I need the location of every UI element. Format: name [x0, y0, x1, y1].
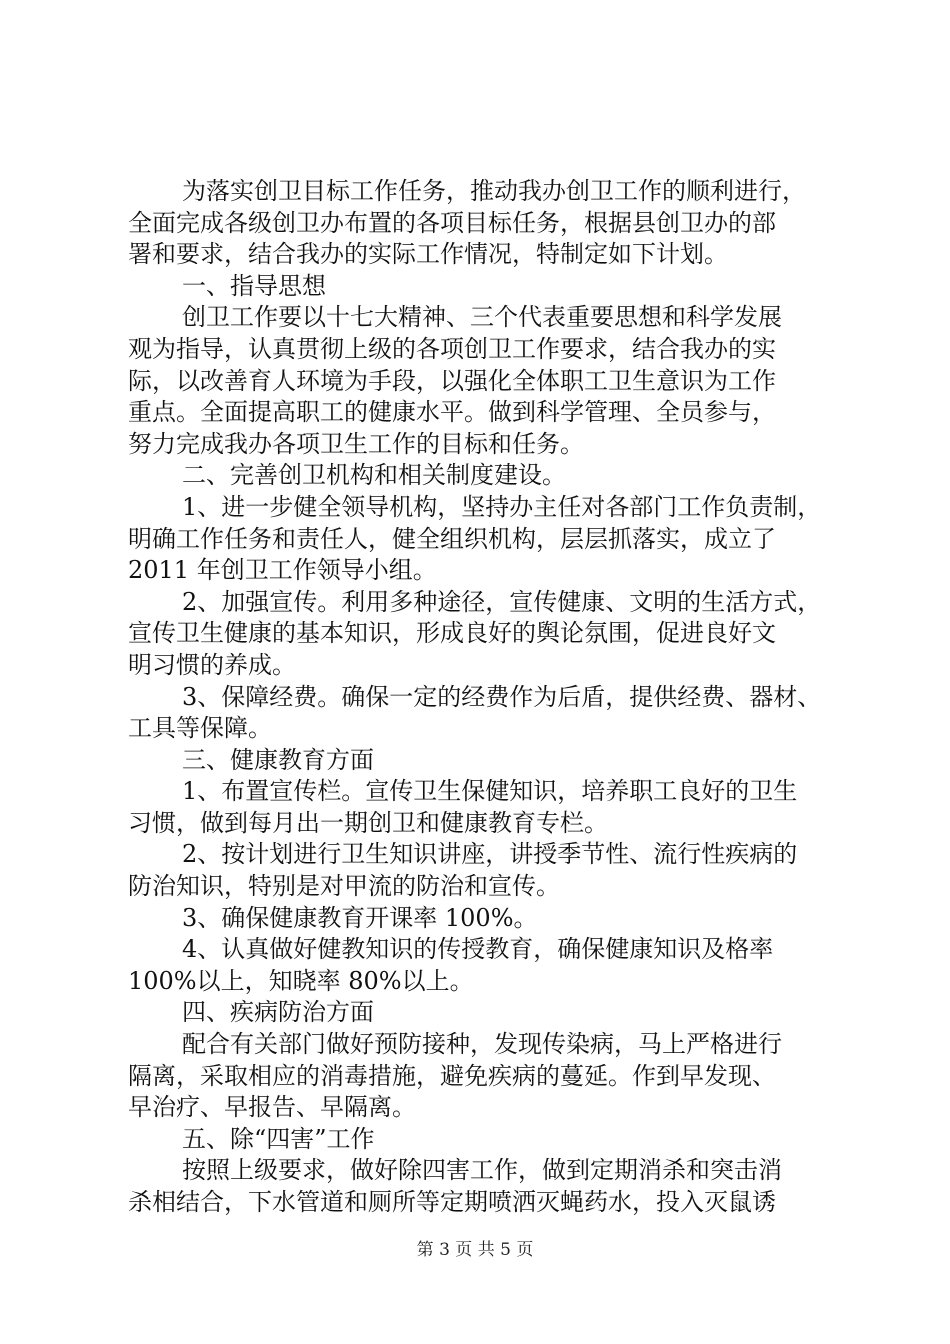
- text-line: 4、认真做好健教知识的传授教育，确保健康知识及格率: [182, 935, 774, 964]
- section-heading: 二、完善创卫机构和相关制度建设。: [182, 461, 566, 490]
- text-line: 早治疗、早报告、早隔离。: [128, 1093, 416, 1122]
- text-line: 防治知识，特别是对甲流的防治和宣传。: [128, 872, 560, 901]
- section-heading: 一、指导思想: [182, 271, 326, 300]
- text-line: 全面完成各级创卫办布置的各项目标任务，根据县创卫办的部: [128, 208, 776, 237]
- text-line: 2011 年创卫工作领导小组。: [128, 556, 437, 585]
- text-line: 明确工作任务和责任人，健全组织机构，层层抓落实，成立了: [128, 524, 776, 553]
- text-line: 2、按计划进行卫生知识讲座，讲授季节性、流行性疾病的: [182, 840, 798, 869]
- text-line: 习惯，做到每月出一期创卫和健康教育专栏。: [128, 808, 608, 837]
- text-line: 1、布置宣传栏。宣传卫生保健知识，培养职工良好的卫生: [182, 777, 798, 806]
- text-line: 创卫工作要以十七大精神、三个代表重要思想和科学发展: [182, 303, 782, 332]
- section-heading: 四、疾病防治方面: [182, 998, 374, 1027]
- text-line: 努力完成我办各项卫生工作的目标和任务。: [128, 429, 584, 458]
- text-line: 为落实创卫目标工作任务，推动我办创卫工作的顺利进行，: [182, 177, 806, 205]
- text-line: 署和要求，结合我办的实际工作情况，特制定如下计划。: [128, 240, 728, 269]
- text-line: 2、加强宣传。利用多种途径，宣传健康、文明的生活方式，: [182, 587, 822, 616]
- section-heading: 五、除“四害”工作: [182, 1124, 375, 1153]
- text-line: 按照上级要求，做好除四害工作，做到定期消杀和突击消: [182, 1156, 782, 1185]
- text-line: 配合有关部门做好预防接种，发现传染病，马上严格进行: [182, 1030, 782, 1059]
- text-line: 宣传卫生健康的基本知识，形成良好的舆论氛围，促进良好文: [128, 619, 776, 648]
- text-line: 工具等保障。: [128, 714, 272, 743]
- text-line: 杀相结合，下水管道和厕所等定期喷洒灭蝇药水，投入灭鼠诱: [128, 1188, 776, 1216]
- text-line: 重点。全面提高职工的健康水平。做到科学管理、全员参与，: [128, 398, 776, 427]
- text-line: 际，以改善育人环境为手段，以强化全体职工卫生意识为工作: [128, 366, 776, 395]
- page-number: 第 3 页 共 5 页: [416, 1240, 534, 1260]
- text-line: 1、进一步健全领导机构，坚持办主任对各部门工作负责制，: [182, 492, 822, 521]
- text-line: 3、确保健康教育开课率 100%。: [182, 903, 538, 932]
- text-line: 观为指导，认真贯彻上级的各项创卫工作要求，结合我办的实: [128, 334, 776, 363]
- text-line: 明习惯的养成。: [128, 650, 296, 679]
- section-heading: 三、健康教育方面: [182, 745, 374, 774]
- document-body: [128, 176, 838, 1219]
- text-line: 隔离，采取相应的消毒措施，避免疾病的蔓延。作到早发现、: [128, 1061, 776, 1090]
- page-footer: [0, 1235, 950, 1260]
- text-line: 100%以上，知晓率 80%以上。: [128, 966, 474, 995]
- text-line: 3、保障经费。确保一定的经费作为后盾，提供经费、器材、: [182, 682, 822, 711]
